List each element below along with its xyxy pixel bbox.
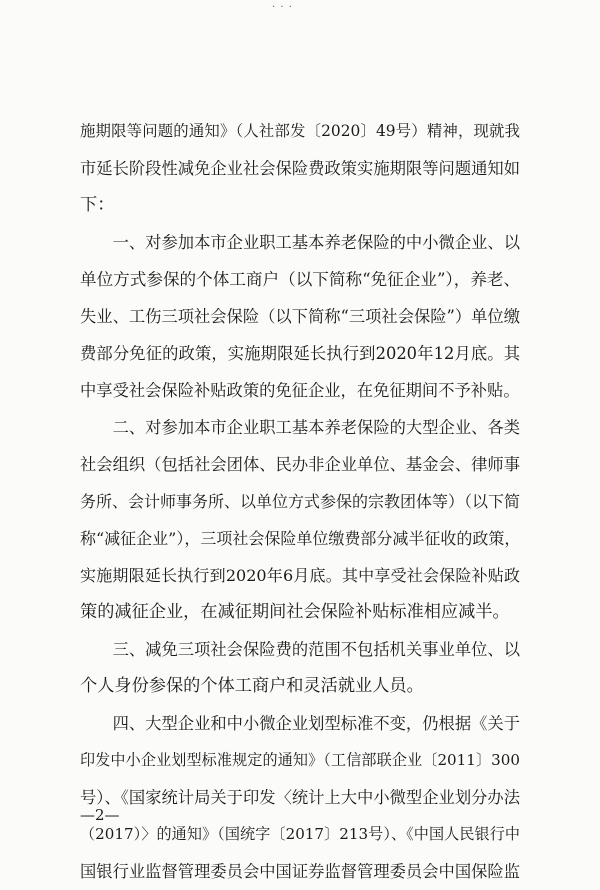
text-line: 社会组织（包括社会团体、民办非企业单位、基金会、律师事 (80, 455, 520, 474)
text-line: 单位方式参保的个体工商户（以下简称“免征企业”），养老、 (80, 270, 521, 289)
text-line: （2017）〉的通知》（国统字〔2017〕213号）、《中国人民银行中 (80, 825, 520, 843)
text-line: 市延长阶段性减免企业社会保险费政策实施期限等问题通知如 (80, 159, 520, 178)
document-body (80, 113, 520, 890)
paragraph-2-start: 二、对参加本市企业职工基本养老保险的大型企业、各类 (80, 418, 520, 437)
text-line: 印发中小企业划型标准规定的通知》（工信部联企业〔2011〕300 (80, 751, 520, 769)
text-line: 策的减征企业，在减征期间社会保险补贴标准相应减半。 (80, 602, 510, 622)
text-line: 个人身份参保的个体工商户和灵活就业人员。 (80, 676, 424, 696)
text-line: 国银行业监督管理委员会中国证券监督管理委员会中国保险监 (80, 862, 520, 881)
page-number: —2— (80, 806, 120, 824)
text-line: 中享受社会保险补贴政策的免征企业，在免征期间不予补贴。 (80, 381, 520, 400)
text-line: 实施期限延长执行到2020年6月底。其中享受社会保险补贴政 (80, 566, 520, 585)
text-line: 务所、会计师事务所、以单位方式参保的宗教团体等）（以下简 (80, 492, 521, 511)
paragraph-3-start: 三、减免三项社会保险费的范围不包括机关事业单位、以 (80, 640, 520, 659)
text-line: 失业、工伤三项社会保险（以下简称“三项社会保险”）单位缴 (80, 307, 520, 326)
top-edge-mark: · · · (272, 2, 293, 13)
paragraph-1-start: 一、对参加本市企业职工基本养老保险的中小微企业、以 (80, 233, 520, 252)
text-line: 称“减征企业”），三项社会保险单位缴费部分减半征收的政策， (80, 529, 521, 548)
text-line: 施期限等问题的通知》（人社部发〔2020〕49号）精神，现就我 (80, 122, 520, 140)
text-line: 号）、《国家统计局关于印发〈统计上大中小微型企业划分办法 (80, 788, 520, 807)
paragraph-4-start: 四、大型企业和中小微企业划型标准不变，仍根据《关于 (80, 714, 520, 733)
text-line: 费部分免征的政策，实施期限延长执行到2020年12月底。其 (80, 344, 520, 363)
text-line: 下： (80, 195, 115, 215)
